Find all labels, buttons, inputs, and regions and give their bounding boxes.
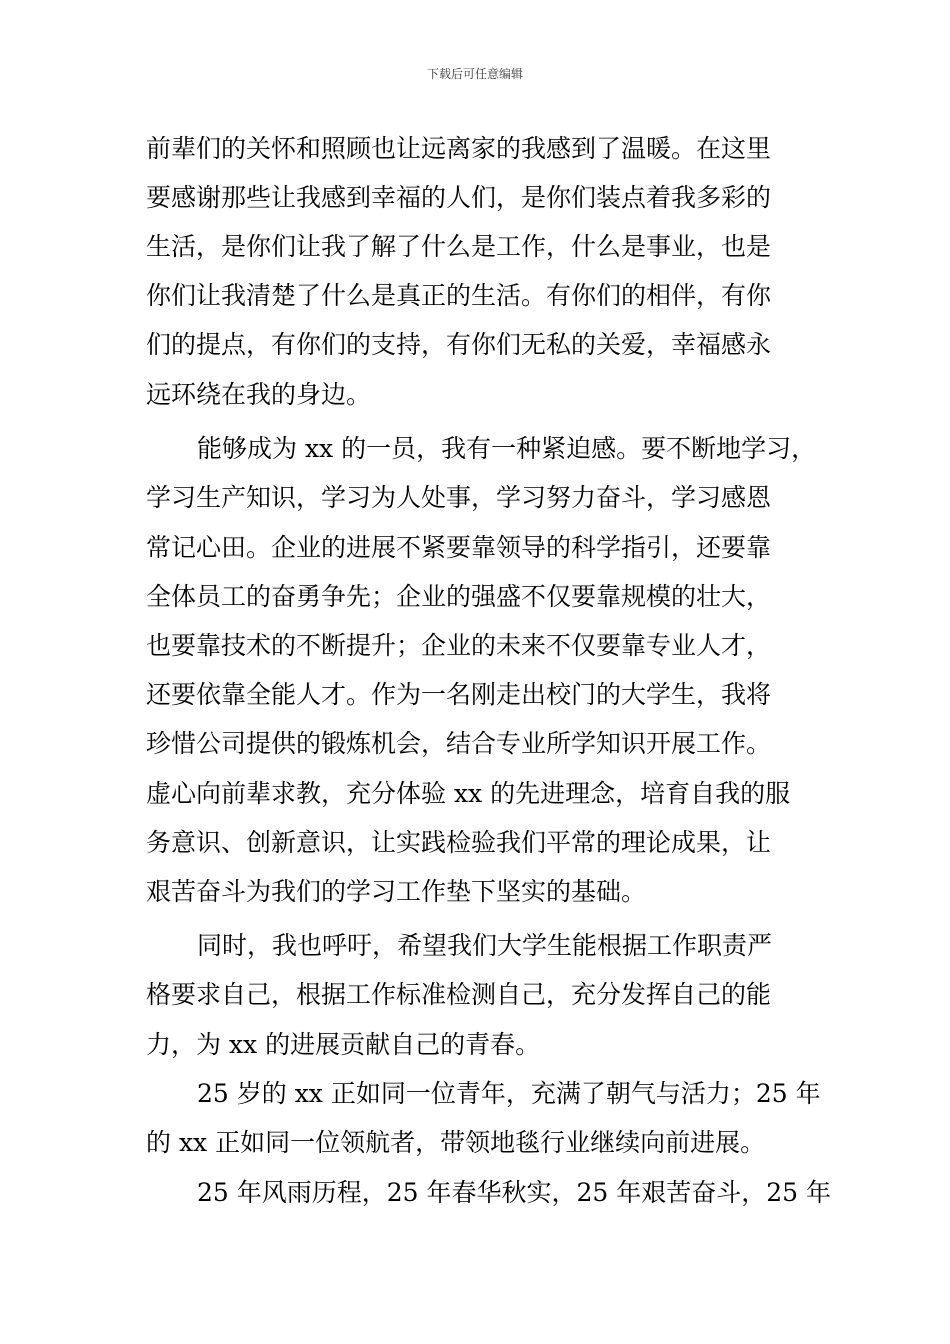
text-line: 全体员工的奋勇争先；企业的强盛不仅要靠规模的壮大， xyxy=(146,582,772,611)
text-line: 们的提点，有你们的支持，有你们无私的关爱，幸福感永 xyxy=(146,330,772,359)
text-line: 艰苦奋斗为我们的学习工作垫下坚实的基础。 xyxy=(146,877,647,906)
text-line: 前辈们的关怀和照顾也让远离家的我感到了温暖。在这里 xyxy=(146,134,772,163)
text-line: 远环绕在我的身边。 xyxy=(146,380,372,409)
text-line: 要感谢那些让我感到幸福的人们，是你们装点着我多彩的 xyxy=(146,183,772,212)
text-line: 务意识、创新意识，让实践检验我们平常的理论成果，让 xyxy=(146,828,772,857)
text-line: 学习生产知识，学习为人处事，学习努力奋斗，学习感恩 xyxy=(146,483,772,512)
text-line: 的 xx 正如同一位领航者，带领地毯行业继续向前进展。 xyxy=(146,1128,766,1157)
page-header-note: 下载后可任意编辑 xyxy=(426,67,523,81)
text-line: 常记心田。企业的进展不紧要靠领导的科学指引，还要靠 xyxy=(146,533,772,562)
text-line: 还要依靠全能人才。作为一名刚走出校门的大学生，我将 xyxy=(146,680,772,709)
text-line: 25 岁的 xx 正如同一位青年，充满了朝气与活力；25 年 xyxy=(197,1079,821,1108)
text-line: 你们让我清楚了什么是真正的生活。有你们的相伴，有你 xyxy=(146,281,772,310)
text-line: 能够成为 xx 的一员，我有一种紧迫感。要不断地学习， xyxy=(197,434,817,463)
text-line: 25 年风雨历程，25 年春华秋实，25 年艰苦奋斗，25 年 xyxy=(197,1178,832,1207)
text-line: 珍惜公司提供的锻炼机会，结合专业所学知识开展工作。 xyxy=(146,729,772,758)
text-line: 也要靠技术的不断提升；企业的未来不仅要靠专业人才， xyxy=(146,631,772,660)
text-line: 同时，我也呼吁，希望我们大学生能根据工作职责严 xyxy=(197,931,773,960)
text-line: 虚心向前辈求教，充分体验 xx 的先进理念，培育自我的服 xyxy=(146,779,791,808)
text-line: 生活，是你们让我了解了什么是工作，什么是事业，也是 xyxy=(146,232,772,261)
text-line: 格要求自己，根据工作标准检测自己，充分发挥自己的能 xyxy=(146,980,772,1009)
text-line: 力，为 xx 的进展贡献自己的青春。 xyxy=(146,1030,541,1059)
